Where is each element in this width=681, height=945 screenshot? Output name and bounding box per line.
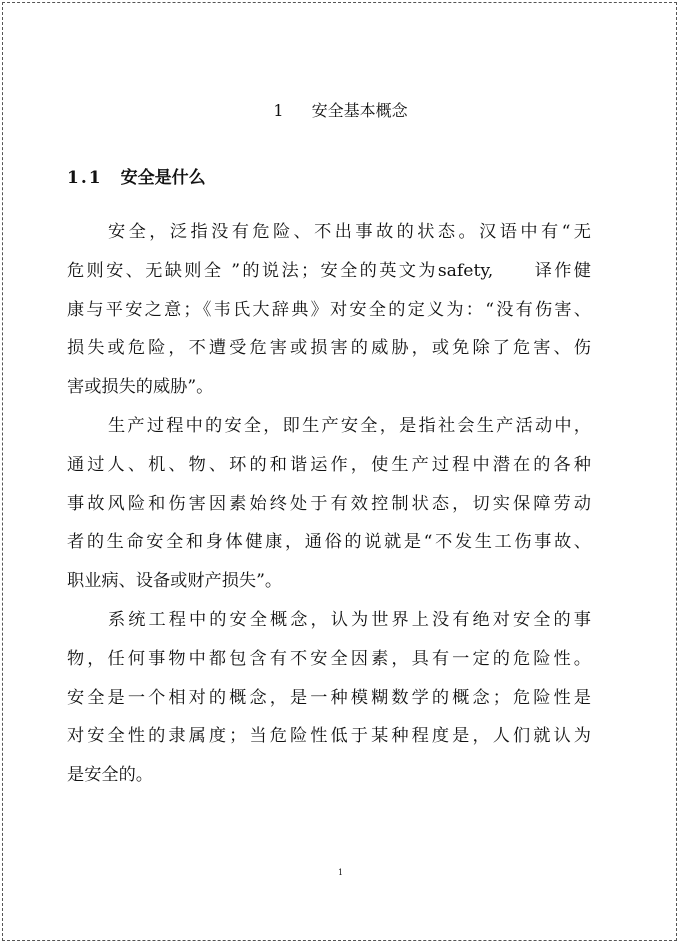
paragraph-line: 物，任何事物中都包含有不安全因素，具有一定的危险性。 — [67, 648, 591, 669]
paragraph-line: 事故风险和伤害因素始终处于有效控制状态，切实保障劳动 — [67, 493, 591, 514]
chapter-title: 安全基本概念 — [311, 101, 408, 120]
paragraph-line: 职业病、设备或财产损失”。 — [67, 571, 283, 592]
paragraph-line: 安全，泛指没有危险、不出事故的状态。汉语中有“无 — [108, 222, 591, 242]
paragraph-definition — [67, 213, 591, 407]
paragraph-line: 康与平安之意；《韦氏大辞典》对安全的定义为：“没有伤害、 — [67, 299, 591, 320]
paragraph-systems-engineering — [67, 601, 591, 795]
paragraph-line: 安全是一个相对的概念，是一种模糊数学的概念；危险性是 — [67, 687, 591, 708]
paragraph-line: 害或损失的威胁”。 — [67, 377, 214, 398]
chapter-number: 1 — [273, 101, 284, 120]
section-title: 安全是什么 — [120, 168, 206, 188]
page-number: 1 — [337, 868, 344, 877]
chapter-heading — [0, 101, 681, 121]
paragraph-line: 对安全性的隶属度；当危险性低于某种程度是，人们就认为 — [67, 726, 591, 747]
paragraph-line: 系统工程中的安全概念，认为世界上没有绝对安全的事 — [108, 610, 591, 630]
section-number: 1.1 — [67, 168, 103, 188]
paragraph-production-safety — [67, 407, 591, 601]
paragraph-line: 通过人、机、物、环的和谐运作，使生产过程中潜在的各种 — [67, 454, 591, 475]
paragraph-line: 者的生命安全和身体健康，通俗的说就是“不发生工伤事故、 — [67, 532, 591, 553]
paragraph-line: 生产过程中的安全，即生产安全，是指社会生产活动中， — [108, 416, 591, 436]
paragraph-line: 危则安、无缺则全 ”的说法；安全的英文为safety, 译作健 — [67, 260, 591, 281]
paragraph-line: 损失或危险，不遭受危害或损害的威胁，或免除了危害、伤 — [67, 338, 591, 359]
paragraph-line: 是安全的。 — [67, 765, 153, 786]
section-heading — [67, 167, 206, 189]
